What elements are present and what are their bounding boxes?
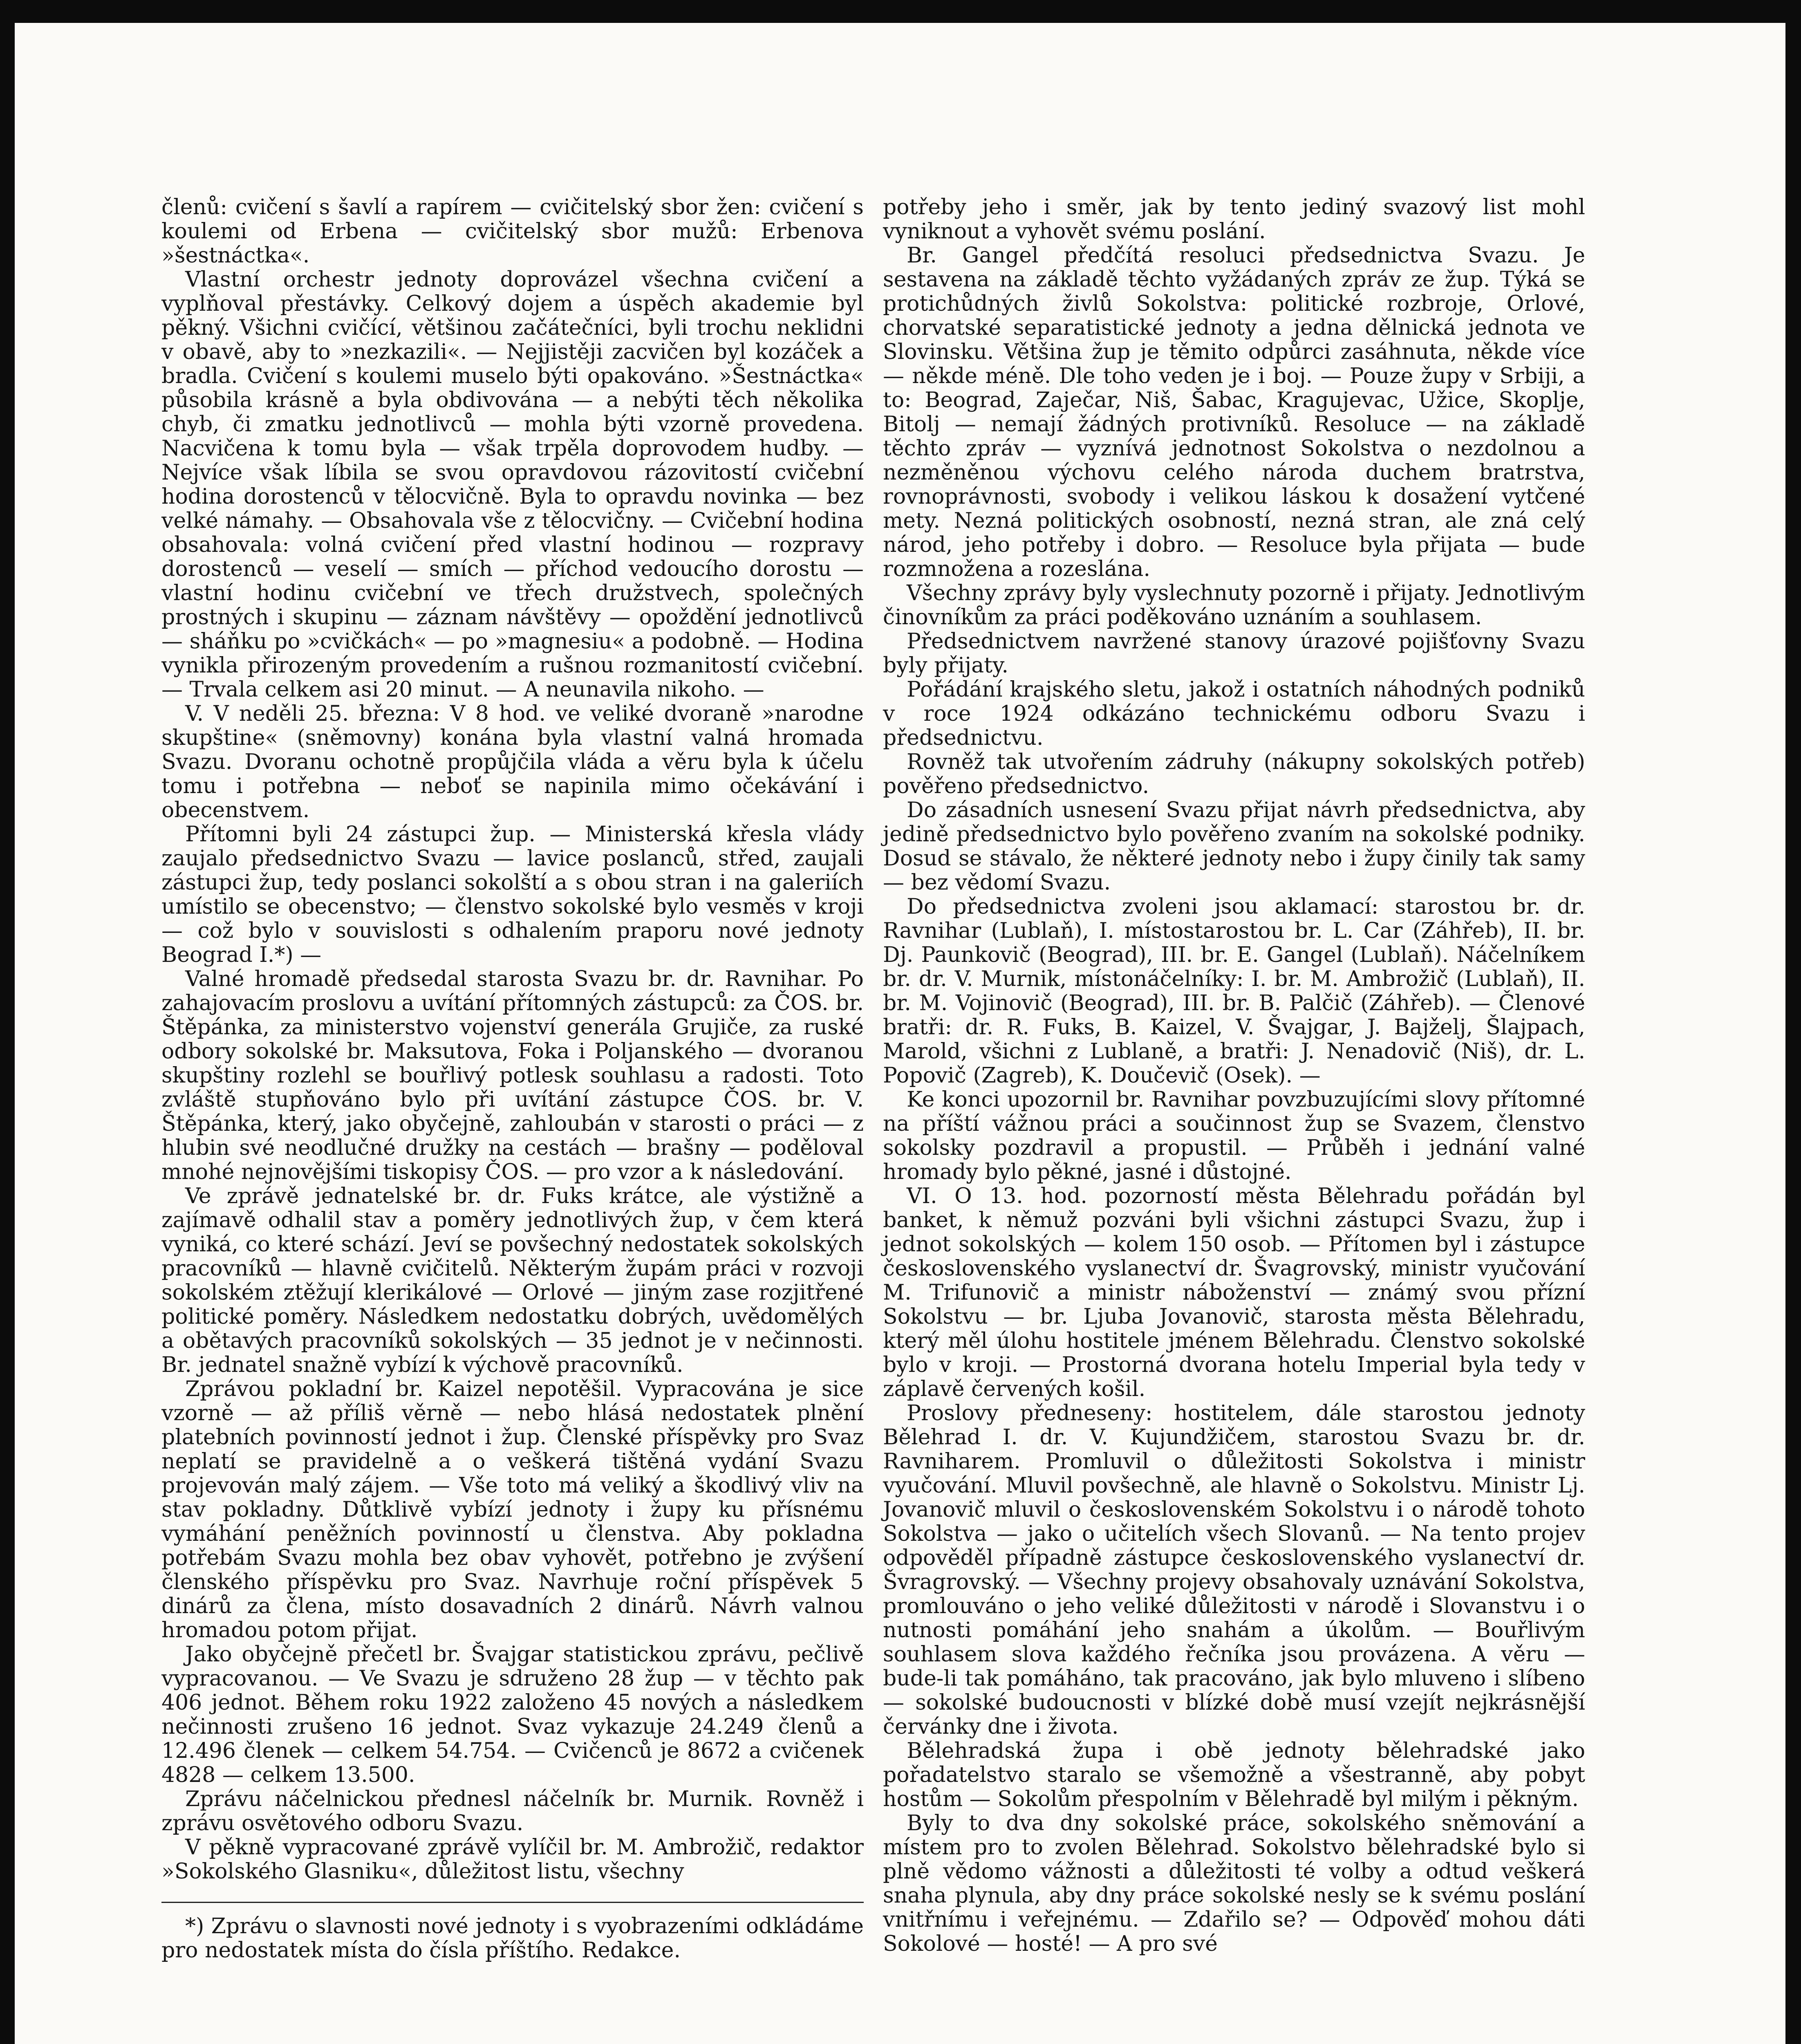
paragraph: Proslovy předneseny: hostitelem, dále starostou jednoty Bělehrad I. dr. V. Kujundžičem, starostou Svazu br. dr. Ravniharem. Promluvil o důležitosti Sokolstva i ministr vyučování. Mluvil povšechně, ale hlavně o Sokolstvu. Ministr Lj. Jovanovič mluvil o československém Sokolstvu i o národě tohoto Sokolstva — jako o učitelích všech Slovanů. — Na tento projev odpověděl případně zástupce československého vyslanectví dr. Švragrovský. — Všechny projevy obsahovaly uznávání Sokolstva, promlouváno o jeho veliké důležitosti v národě i Slovanstvu i o nutnosti pomáhání jeho snahám a úkolům. — Bouřlivým souhlasem slova každého řečníka jsou provázena. A věru — bude-li tak pomáháno, tak pracováno, jak bylo mluveno i slíbeno — sokolské budoucnosti v blízké době musí vzejít nejkrásnější červánky dne i života. [883,1401,1585,1739]
paragraph: Jako obyčejně přečetl br. Švajgar statistickou zprávu, pečlivě vypracovanou. — Ve Svazu je sdruženo 28 žup — v těchto pak 406 jednot. Během roku 1922 založeno 45 nových a následkem nečinnosti zrušeno 16 jednot. Svaz vykazuje 24.249 členů a 12.496 členek — celkem 54.754. — Cvičenců je 8672 a cvičenek 4828 — celkem 13.500. [161,1642,864,1787]
paragraph: Zprávou pokladní br. Kaizel nepotěšil. Vypracována je sice vzorně — až příliš věrně — nebo hlásá nedostatek plnění platebních povinností jednot i žup. Členské příspěvky pro Svaz neplatí se pravidelně a o veškerá tištěná vydání Svazu projevován malý zájem. — Vše toto má veliký a škodlivý vliv na stav pokladny. Důtklivě vybízí jednoty i župy ku přísnému vymáhání peněžních povinností u členstva. Aby pokladna potřebám Svazu mohla bez obav vyhovět, potřebno je zvýšení členského příspěvku pro Svaz. Navrhuje roční příspěvek 5 dinárů za člena, místo dosavadních 2 dinárů. Návrh valnou hromadou potom přijat. [161,1377,864,1643]
paragraph: Do zásadních usnesení Svazu přijat návrh předsednictva, aby jedině předsednictvo bylo pověřeno zvaním na sokolské podniky. Dosud se stávalo, že některé jednoty nebo i župy činily tak samy — bez vědomí Svazu. [883,798,1585,895]
paragraph: V. V neděli 25. března: V 8 hod. ve veliké dvoraně »narodne skupštine« (sněmovny) konána byla vlastní valná hromada Svazu. Dvoranu ochotně propůjčila vláda a věru byla k účelu tomu i potřebna — neboť se napinila mimo očekávání i obecenstvem. [161,702,864,823]
footnote [161,1902,864,1963]
paragraph: Zprávu náčelnickou přednesl náčelník br. Murnik. Rovněž i zprávu osvětového odboru Svazu. [161,1787,864,1836]
paragraph: Vlastní orchestr jednoty doprovázel všechna cvičení a vyplňoval přestávky. Celkový dojem a úspěch akademie byl pěkný. Všichni cvičící, většinou začátečníci, byli trochu neklidni v obavě, aby to »nezkazili«. — Nejjistěji zacvičen byl kozáček a bradla. Cvičení s koulemi muselo býti opakováno. »Šestnáctka« působila krásně a byla obdivována — a nebýti těch několika chyb, či zmatku jednotlivců — mohla býti vzorně provedena. Nacvičena k tomu byla — však trpěla doprovodem hudby. — Nejvíce však líbila se svou opravdovou rázovitostí cvičební hodina dorostenců v tělocvičně. Byla to opravdu novinka — bez velké námahy. — Obsahovala vše z tělocvičny. — Cvičební hodina obsahovala: volná cvičení před vlastní hodinou — rozpravy dorostenců — veselí — smích — příchod vedoucího dorostu — vlastní hodinu cvičební ve třech družstvech, společných prostných i skupinu — záznam návštěvy — opoždění jednotlivců — sháňku po »cvičkách« — po »magnesiu« a podobně. — Hodina vynikla přirozeným provedením a rušnou rozmanitostí cvičební. — Trvala celkem asi 20 minut. — A neunavila nikoho. — [161,267,864,702]
paragraph: Valné hromadě předsedal starosta Svazu br. dr. Ravnihar. Po zahajovacím proslovu a uvítání přítomných zástupců: za ČOS. br. Štěpánka, za ministerstvo vojenství generála Grujiče, za ruské odbory sokolské br. Maksutova, Foka i Poljanského — dvoranou skupštiny rozlehl se bouřlivý potlesk souhlasu a radosti. Toto zvláště stupňováno bylo při uvítání zástupce ČOS. br. V. Štěpánka, který, jako obyčejně, zahloubán v starosti o práci — z hlubin své neodlučné družky na cestách — brašny — poděloval mnohé nejnovějšími tiskopisy ČOS. — pro vzor a k následování. [161,967,864,1184]
left-column [161,195,864,1963]
paragraph: Bělehradská župa i obě jednoty bělehradské jako pořadatelstvo staralo se všemožně a všestranně, aby pobyt hostům — Sokolům přespolním v Bělehradě byl milým i pěkným. [883,1739,1585,1811]
paragraph: Pořádání krajského sletu, jakož i ostatních náhodných podniků v roce 1924 odkázáno technickému odboru Svazu i předsednictvu. [883,677,1585,750]
paragraph: Přítomni byli 24 zástupci žup. — Ministerská křesla vlády zaujalo předsednictvo Svazu — lavice poslanců, střed, zaujali zástupci žup, tedy poslanci sokolští a s obou stran i na galeriích umístilo se obecenstvo; — členstvo sokolské bylo vesměs v kroji — což bylo v souvislosti s odhalením praporu nové jednoty Beograd I.*) — [161,822,864,967]
right-column [883,195,1585,1956]
paragraph: Byly to dva dny sokolské práce, sokolského sněmování a místem pro to zvolen Bělehrad. Sokolstvo bělehradské bylo si plně vědomo vážnosti a důležitosti té volby a odtud veškerá snaha plynula, aby dny práce sokolské nesly se k svému poslání vnitřnímu i veřejnému. — Zdařilo se? — Odpověď mohou dáti Sokolové — hosté! — A pro své [883,1811,1585,1956]
paragraph: Všechny zprávy byly vyslechnuty pozorně i přijaty. Jednotlivým činovníkům za práci poděkováno uznáním a souhlasem. [883,581,1585,630]
paragraph: V pěkně vypracované zprávě vylíčil br. M. Ambrožič, redaktor »Sokolského Glasniku«, důležitost listu, všechny [161,1835,864,1884]
paragraph: VI. O 13. hod. pozorností města Bělehradu pořádán byl banket, k němuž pozváni byli všichni zástupci Svazu, žup i jednot sokolských — kolem 150 osob. — Přítomen byl i zástupce československého vyslanectví dr. Švagrovský, ministr vyučování M. Trifunovič a ministr náboženství — známý svou přízní Sokolstvu — br. Ljuba Jovanovič, starosta města Bělehradu, který měl úlohu hostitele jménem Bělehradu. Členstvo sokolské bylo v kroji. — Prostorná dvorana hotelu Imperial byla tedy v záplavě červených košil. [883,1184,1585,1401]
scan-border-left [0,0,15,2044]
footnote-text: *) Zprávu o slavnosti nové jednoty i s vyobrazeními odkládáme pro nedostatek místa do čísla příštího. Redakce. [161,1914,864,1963]
paragraph: Br. Gangel předčítá resoluci předsednictva Svazu. Je sestavena na základě těchto vyžádaných zpráv ze žup. Týká se protichůdných živlů Sokolstva: politické rozbroje, Orlové, chorvatské separatistické jednoty a jedna dělnická jednota ve Slovinsku. Většina žup je těmito odpůrci zasáhnuta, někde více — někde méně. Dle toho veden je i boj. — Pouze župy v Srbiji, a to: Beograd, Zaječar, Niš, Šabac, Kragujevac, Užice, Skoplje, Bitolj — nemají žádných protivníků. Resoluce — na základě těchto zpráv — vyznívá jednotnost Sokolstva o nezdolnou a nezměněnou výchovu celého národa duchem bratrstva, rovnoprávnosti, svobody i velikou láskou k dosažení vytčené mety. Nezná politických osobností, nezná stran, ale zná celý národ, jeho potřeby i dobro. — Resoluce byla přijata — bude rozmnožena a rozeslána. [883,243,1585,581]
scan-border-top [0,0,1801,23]
paragraph: Ve zprávě jednatelské br. dr. Fuks krátce, ale výstižně a zajímavě odhalil stav a poměry jednotlivých žup, v čem která vyniká, co které schází. Jeví se povšechný nedostatek sokolských pracovníků — hlavně cvičitelů. Některým župám práci v rozvoji sokolském ztěžují klerikálové — Orlové — jiným zase rozjitřené politické poměry. Následkem nedostatku dobrých, uvědomělých a obětavých pracovníků sokolských — 35 jednot je v nečinnosti. Br. jednatel snažně vybízí k výchově pracovníků. [161,1184,864,1377]
paragraph: potřeby jeho i směr, jak by tento jediný svazový list mohl vyniknout a vyhovět svému poslání. [883,195,1585,244]
paragraph: Ke konci upozornil br. Ravnihar povzbuzujícími slovy přítomné na příští vážnou práci a součinnost žup se Svazem, členstvo sokolsky pozdravil a propustil. — Průběh i jednání valné hromady bylo pěkné, jasné i důstojné. [883,1087,1585,1184]
paragraph: Do předsednictva zvoleni jsou aklamací: starostou br. dr. Ravnihar (Lublaň), I. místostarostou br. L. Car (Záhřeb), II. br. Dj. Paunkovič (Beograd), III. br. E. Gangel (Lublaň). Náčelníkem br. dr. V. Murnik, místonáčelníky: I. br. M. Ambrožič (Lublaň), II. br. M. Vojinovič (Beograd), III. br. B. Palčič (Záhřeb). — Členové bratři: dr. R. Fuks, B. Kaizel, V. Švajgar, J. Bajželj, Šlajpach, Marold, všichni z Lublaně, a bratři: J. Nenadovič (Niš), dr. L. Popovič (Zagreb), K. Doučevič (Osek). — [883,894,1585,1088]
paragraph: Předsednictvem navržené stanovy úrazové pojišťovny Svazu byly přijaty. [883,629,1585,678]
paragraph: Rovněž tak utvořením zádruhy (nákupny sokolských potřeb) pověřeno předsednictvo. [883,750,1585,798]
scan-border-right [1785,0,1801,2044]
paragraph: členů: cvičení s šavlí a rapírem — cvičitelský sbor žen: cvičení s koulemi od Erbena — cvičitelský sbor mužů: Erbenova »šestnáctka«. [161,195,864,268]
